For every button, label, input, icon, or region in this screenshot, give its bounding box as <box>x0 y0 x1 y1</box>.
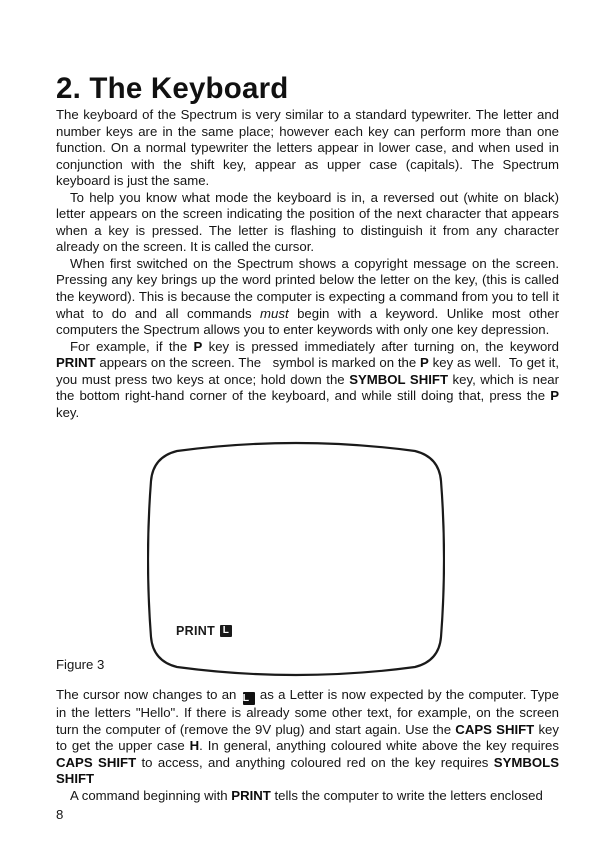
paragraph-cursor-explained: To help you know what mode the keyboard is in, a reversed out (white on black) letter appears on the screen indicating the position of the next character that appears when a key is pressed. The letter is flashing to distinguish it from any character already on the screen. It is called the cursor. <box>56 189 559 255</box>
text-run: key to get the upper case <box>56 721 559 754</box>
text-run: to access, and anything coloured red on the key requires <box>136 754 494 770</box>
cursor-l-icon: L <box>220 625 232 637</box>
figure-caption: Figure 3 <box>56 657 105 672</box>
key-symbol-shift: SYMBOL SHIFT <box>349 371 448 387</box>
text-run: appears on the screen. The symbol is marked on the <box>95 355 421 371</box>
paragraph-intro: The keyboard of the Spectrum is very similar to a standard typewriter. The letter and number keys are in the same place; however each key can perform more than one function. On a normal typewriter the letters appear in lower case, and when used in conjunction with the shift key, appear as upper case (capitals). The Spectrum keyboard is just the same. <box>56 107 559 189</box>
text-run: A command beginning with <box>70 787 232 803</box>
key-p: P <box>193 338 203 354</box>
screen-border <box>148 443 444 675</box>
page-number: 8 <box>56 807 64 822</box>
text-run: begin with a keyword. Unlike most other computers the Spectrum allows you to enter keywords with only one key depression. <box>56 305 559 338</box>
key-symbols-shift: SYMBOLS SHIFT <box>56 754 559 787</box>
text-run: key, which is near the bottom right-hand corner of the keyboard, and while still doing that, press the <box>56 371 559 404</box>
paragraph-print-example <box>56 339 559 422</box>
text-run: The cursor now changes to an <box>56 687 241 702</box>
text-run: For example, if the <box>70 338 194 354</box>
key-p: P <box>420 355 429 371</box>
page-title: 2. The Keyboard <box>56 72 289 105</box>
text-run: . In general, anything coloured white above the key requires <box>199 738 559 754</box>
text-run: tells the computer to write the letters enclosed <box>270 787 543 803</box>
key-caps-shift: CAPS SHIFT <box>455 721 535 737</box>
paragraph-cursor-change <box>56 687 559 788</box>
section-typing-hello <box>56 687 559 804</box>
tv-screen-outline <box>147 441 445 677</box>
key-p: P <box>550 388 559 404</box>
section-keyboard-intro <box>56 107 559 421</box>
letter-h: H <box>189 738 200 754</box>
screen-keyword-print: PRINT <box>176 624 215 638</box>
keyword-print: PRINT <box>231 787 271 803</box>
figure-tv-screen <box>147 441 445 677</box>
text-run: key is pressed immediately after turning on, the keyword <box>202 338 560 354</box>
screen-output <box>176 624 232 638</box>
text-run: When first switched on the Spectrum shows a copyright message on the screen. Pressing any key brings up the word printed below the letter on the key, (this is called the keyword). This is because the computer is expecting a command from you to tell it what to do and all commands <box>56 255 559 321</box>
emphasis-must: must <box>260 305 289 321</box>
paragraph-print-command <box>56 788 559 805</box>
cursor-l-icon: L <box>243 692 255 705</box>
paragraph-keyword <box>56 256 559 339</box>
text-run: key as well. To get it, you must press two keys at once; hold down the <box>56 355 559 387</box>
keyword-print: PRINT <box>56 355 96 371</box>
text-run: as a Letter is now expected by the computer. Type in the letters "Hello". If there is already some other text, for example, on the screen turn the computer of (remove the 9V plug) and start again. Use the <box>56 687 559 737</box>
key-caps-shift: CAPS SHIFT <box>56 754 137 770</box>
text-run: key. <box>56 404 80 420</box>
